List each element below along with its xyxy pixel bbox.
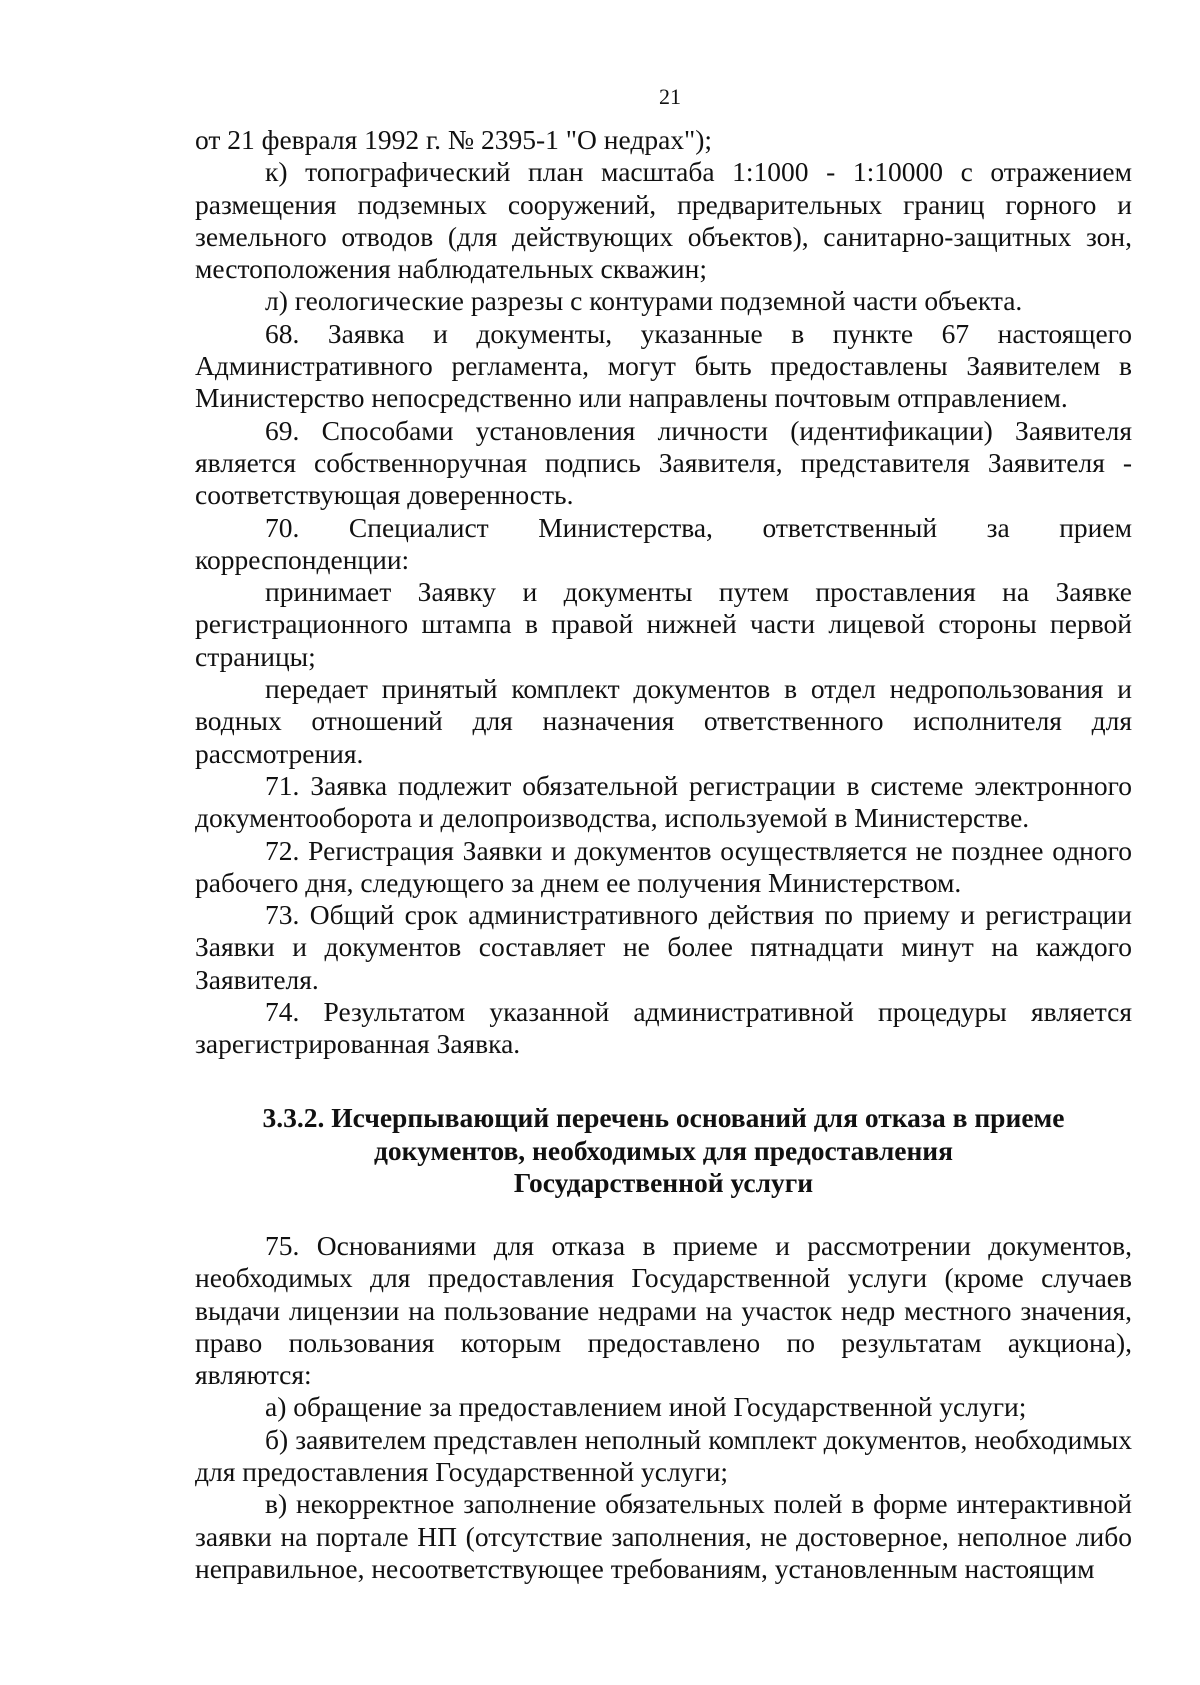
section-heading-line: 3.3.2. Исчерпывающий перечень оснований для отказа в приеме xyxy=(262,1102,1065,1133)
paragraph: в) некорректное заполнение обязательных полей в форме интерактивной заявки на портале НП (отсутствие заполнения, не достоверное, неполное либо неправильное, несоответствующее требованиям, установленным настоящим xyxy=(195,1488,1132,1584)
body-text-upper xyxy=(195,124,1132,1061)
paragraph: б) заявителем представлен неполный комплект документов, необходимых для предоставления Государственной услуги; xyxy=(195,1423,1132,1488)
section-heading xyxy=(195,1102,1132,1200)
body-text-lower xyxy=(195,1230,1132,1585)
paragraph: а) обращение за предоставлением иной Государственной услуги; xyxy=(265,1391,1027,1423)
page-number: 21 xyxy=(659,84,681,109)
paragraph: 71. Заявка подлежит обязательной регистрации в системе электронного документооборота и делопроизводства, используемой в Министерстве. xyxy=(195,769,1132,834)
section-heading-line: документов, необходимых для предоставления xyxy=(373,1134,954,1166)
paragraph: 74. Результатом указанной административной процедуры является зарегистрированная Заявка. xyxy=(195,996,1132,1060)
paragraph: 68. Заявка и документы, указанные в пункте 67 настоящего Административного регламента, могут быть предоставлены Заявителем в Министерство непосредственно или направлены почтовым отправлением. xyxy=(195,317,1132,414)
section-heading-line: Государственной услуги xyxy=(513,1167,814,1198)
paragraph: принимает Заявку и документы путем проставления на Заявке регистрационного штампа в правой нижней части лицевой стороны первой страницы; xyxy=(195,576,1132,672)
paragraph: 73. Общий срок административного действия по приему и регистрации Заявки и документов составляет не более пятнадцати минут на каждого Заявителя. xyxy=(195,899,1132,995)
paragraph: л) геологические разрезы с контурами подземной части объекта. xyxy=(265,285,1023,317)
paragraph: 72. Регистрация Заявки и документов осуществляется не позднее одного рабочего дня, следующего за днем ее получения Министерством. xyxy=(195,834,1132,898)
paragraph: от 21 февраля 1992 г. № 2395-1 "О недрах"); xyxy=(195,124,713,155)
paragraph: 70. Специалист Министерства, ответственный за прием корреспонденции: xyxy=(195,511,1132,575)
paragraph: передает принятый комплект документов в отдел недропользования и водных отношений для назначения ответственного исполнителя для рассмотрения. xyxy=(195,673,1132,769)
paragraph: 69. Способами установления личности (идентификации) Заявителя является собственноручная подпись Заявителя, представителя Заявителя - соответствующая доверенность. xyxy=(195,414,1132,511)
paragraph: к) топографический план масштаба 1:1000 - 1:10000 с отражением размещения подземных сооружений, предварительных границ горного и земельного отводов (для действующих объектов), санитарно-защитных зон, местоположения наблюдательных скважин; xyxy=(195,156,1132,285)
paragraph: 75. Основаниями для отказа в приеме и рассмотрении документов, необходимых для предоставления Государственной услуги (кроме случаев выдачи лицензии на пользование недрами на участок недр местного значения, право пользования которым предоставлено по результатам аукциона), являются: xyxy=(195,1230,1132,1391)
